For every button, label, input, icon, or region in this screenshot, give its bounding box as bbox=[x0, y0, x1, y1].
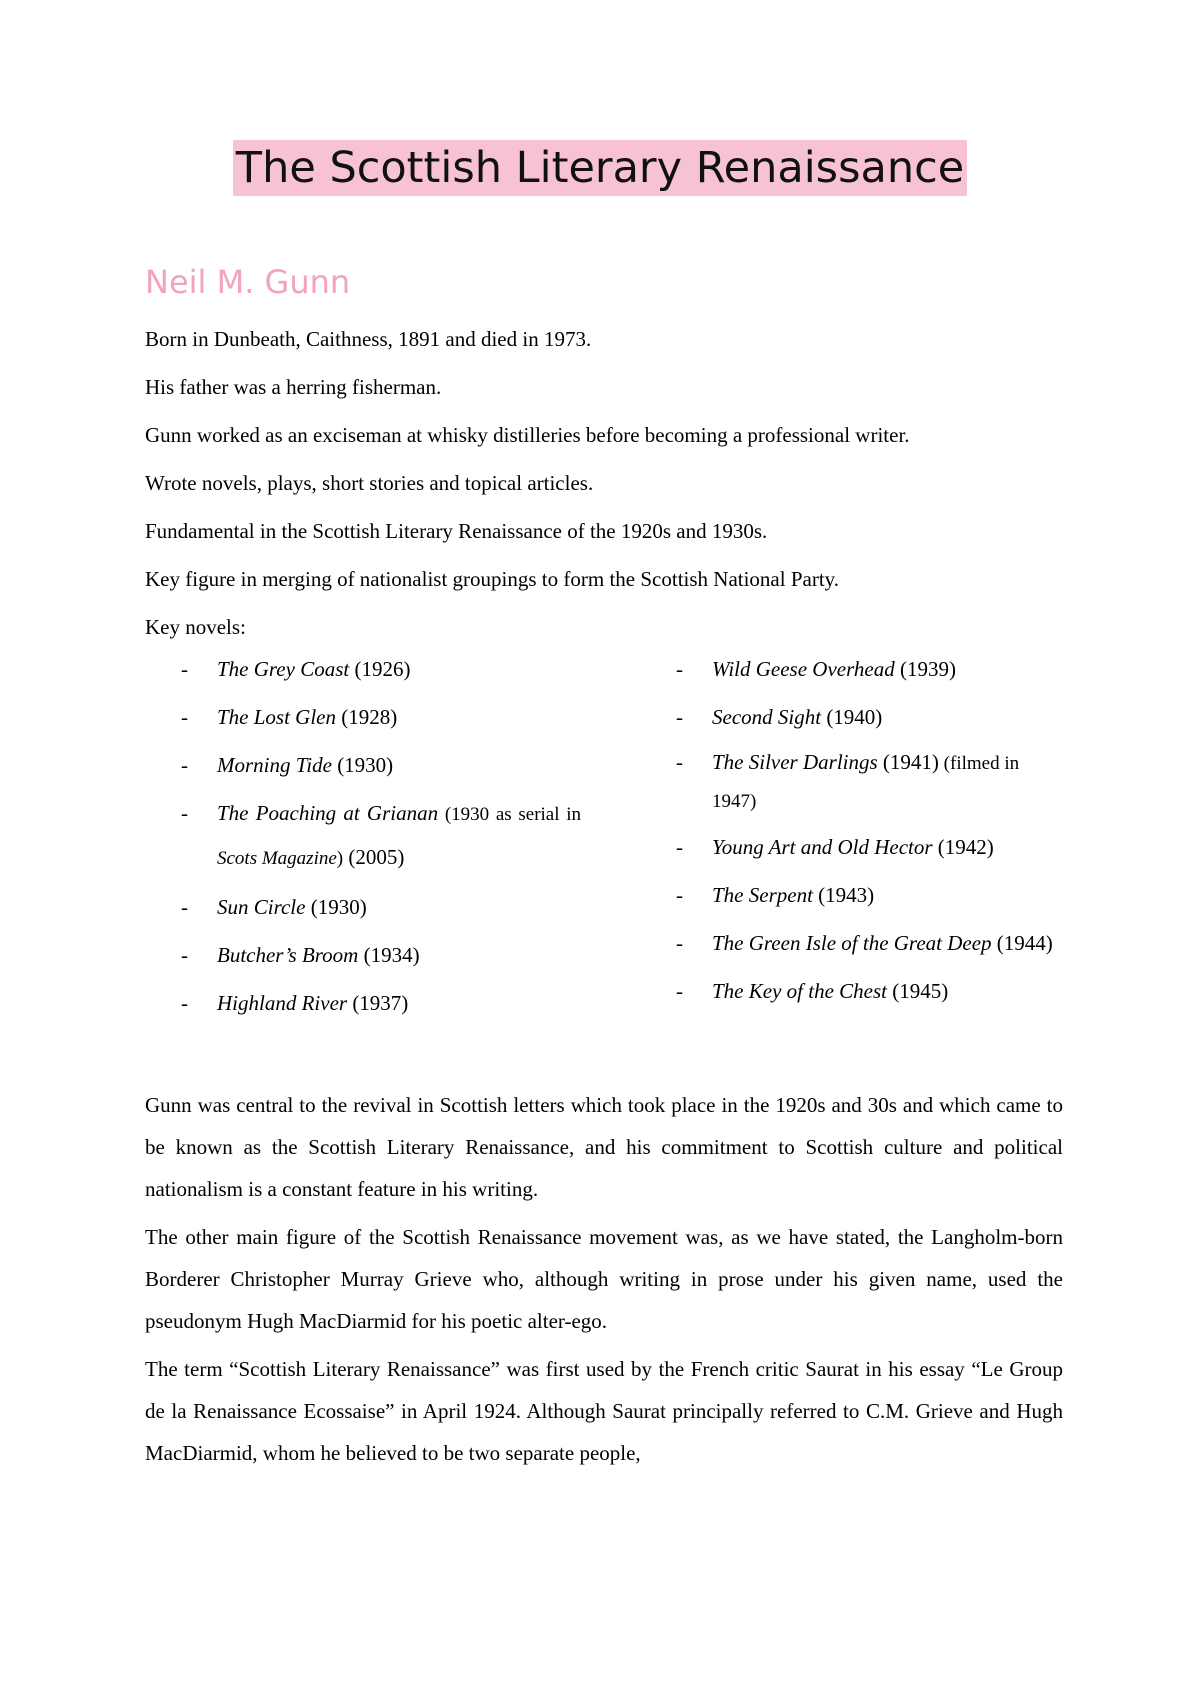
fact-line: Born in Dunbeath, Caithness, 1891 and died in 1973. bbox=[145, 327, 592, 351]
fact-line: Fundamental in the Scottish Literary Renaissance of the 1920s and 1930s. bbox=[145, 519, 768, 543]
novel-note-magazine: Scots Magazine bbox=[217, 848, 337, 869]
novel-note-text: (1930 as serial in bbox=[438, 804, 581, 825]
document-body bbox=[145, 324, 1063, 1480]
novel-title: Butcher’s Broom bbox=[217, 943, 359, 967]
novel-year: (1930) bbox=[305, 895, 367, 919]
novel-year: (1930) bbox=[331, 753, 394, 777]
page-title: The Scottish Literary Renaissance bbox=[233, 140, 967, 196]
novel-item bbox=[676, 826, 1063, 868]
fact-line: Key figure in merging of nationalist groupings to form the Scottish National Party. bbox=[145, 567, 840, 591]
title-wrapper bbox=[0, 140, 1200, 196]
novel-title: Sun Circle bbox=[217, 895, 306, 919]
novel-title: The Lost Glen bbox=[217, 705, 337, 729]
novel-note: (filmed in 1947) bbox=[712, 753, 1020, 812]
fact-line: His father was a herring fisherman. bbox=[145, 375, 442, 399]
novel-year: (1940) bbox=[821, 705, 883, 729]
novel-item bbox=[181, 792, 581, 880]
novel-title: The Grey Coast bbox=[217, 657, 350, 681]
novel-year: (1937) bbox=[347, 991, 409, 1015]
fact-list bbox=[145, 324, 1063, 642]
novel-item bbox=[676, 922, 1063, 964]
novel-year: (1945) bbox=[886, 979, 949, 1003]
novel-title: Young Art and Old Hector bbox=[712, 835, 933, 859]
novel-year: (1941) bbox=[877, 750, 939, 774]
key-novels-label: Key novels: bbox=[145, 615, 246, 639]
novel-item bbox=[181, 648, 581, 690]
novel-title: Highland River bbox=[217, 991, 348, 1015]
novel-title: Morning Tide bbox=[217, 753, 332, 777]
novel-item bbox=[676, 648, 1063, 690]
fact-line: Gunn worked as an exciseman at whisky distilleries before becoming a professional writer. bbox=[145, 423, 910, 447]
novel-item bbox=[676, 874, 1063, 916]
novel-year: (1942) bbox=[932, 835, 994, 859]
novel-title: Second Sight bbox=[712, 705, 822, 729]
novel-year: (1926) bbox=[349, 657, 411, 681]
novel-item bbox=[181, 696, 581, 738]
novel-title: The Silver Darlings bbox=[712, 750, 878, 774]
body-paragraphs bbox=[145, 1084, 1063, 1474]
novel-item bbox=[181, 982, 581, 1024]
body-paragraph: Gunn was central to the revival in Scottish letters which took place in the 1920s and 30s and which came to be known as the Scottish Literary Renaissance, and his commitment to Scottish culture and political nationalism is a constant feature in his writing. bbox=[145, 1093, 1063, 1201]
novel-list-right bbox=[676, 648, 1063, 1030]
novel-year: (2005) bbox=[343, 845, 405, 869]
novel-item bbox=[676, 696, 1063, 738]
novel-year: (1944) bbox=[991, 931, 1053, 955]
fact-line: Wrote novels, plays, short stories and topical articles. bbox=[145, 471, 594, 495]
novel-year: (1934) bbox=[358, 943, 420, 967]
author-heading: Neil M. Gunn bbox=[145, 263, 351, 301]
body-paragraph: The other main figure of the Scottish Renaissance movement was, as we have stated, the Langholm-born Borderer Christopher Murray Grieve who, although writing in prose under his given name, used the pseudonym Hugh MacDiarmid for his poetic alter-ego. bbox=[145, 1225, 1063, 1333]
novel-item bbox=[181, 744, 581, 786]
novel-title: The Green Isle of the Great Deep bbox=[712, 931, 992, 955]
novel-item bbox=[676, 744, 1063, 820]
novel-year: (1928) bbox=[336, 705, 398, 729]
body-paragraph: The term “Scottish Literary Renaissance” was first used by the French critic Saurat in his essay “Le Group de la Renaissance Ecossaise” in April 1924. Although Saurat principally referred to C.M. Grieve and Hugh MacDiarmid, whom he believed to be two separate people, bbox=[145, 1357, 1063, 1465]
novel-title: The Key of the Chest bbox=[712, 979, 887, 1003]
novel-item bbox=[181, 934, 581, 976]
novel-list-left bbox=[181, 648, 581, 1030]
novel-year: (1943) bbox=[812, 883, 875, 907]
novel-item bbox=[181, 886, 581, 928]
novel-title: The Poaching at Grianan bbox=[217, 801, 439, 825]
novel-item bbox=[676, 970, 1063, 1012]
novel-year: (1939) bbox=[894, 657, 956, 681]
novel-note-close: ) bbox=[336, 848, 344, 869]
novel-title: The Serpent bbox=[712, 883, 813, 907]
novel-columns bbox=[145, 648, 1063, 1030]
novel-title: Wild Geese Overhead bbox=[712, 657, 895, 681]
